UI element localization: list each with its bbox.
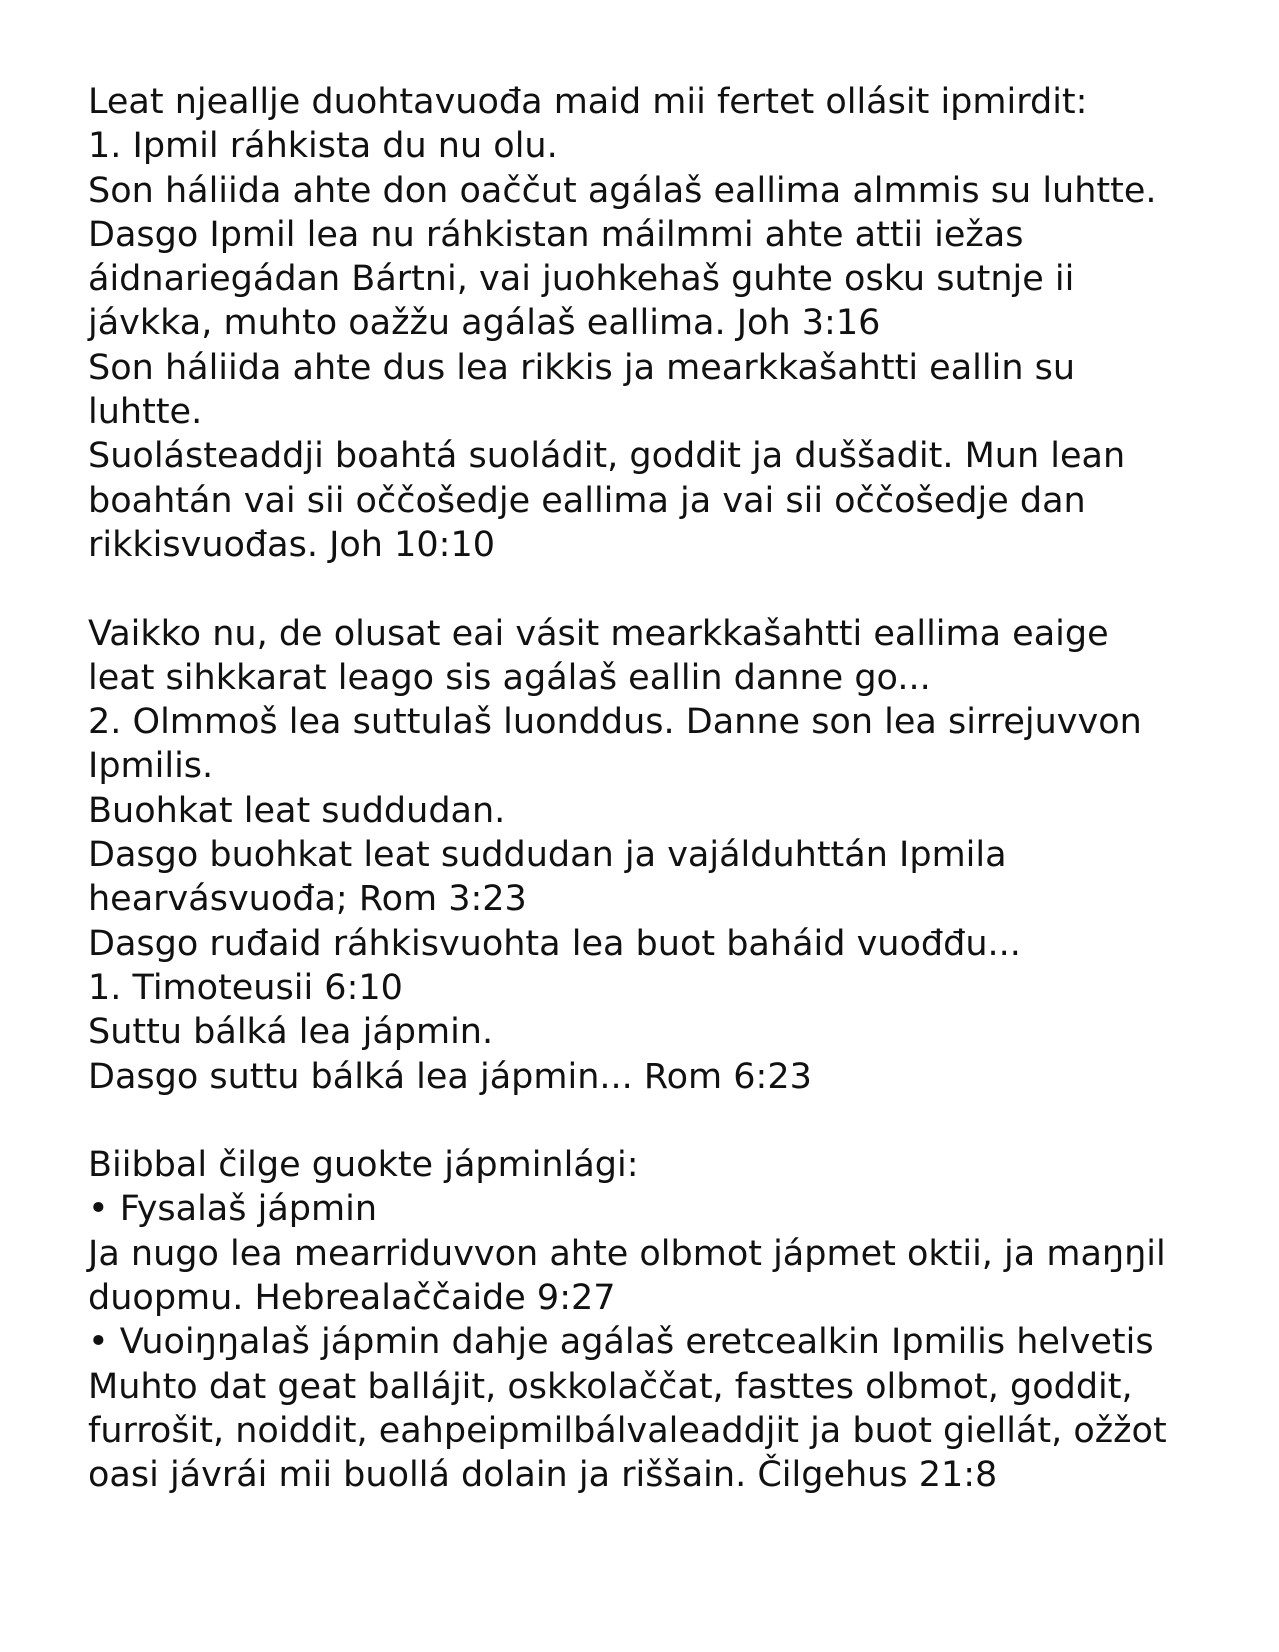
text-line: Buohkat leat suddudan.	[88, 790, 506, 831]
text-line: Dasgo suttu bálká lea jápmin... Rom 6:23	[88, 1056, 812, 1097]
paragraph-break	[88, 567, 1228, 611]
text-line: hearvásvuođa; Rom 3:23	[88, 879, 527, 920]
text-line: Biibbal čilge guokte jápminlági:	[88, 1145, 639, 1186]
text-line: furrošit, noiddit, eahpeipmilbálvaleaddjit ja buot giellát, ožžot	[88, 1410, 1167, 1451]
text-line: Dasgo ruđaid ráhkisvuohta lea buot baháid vuođđu...	[88, 923, 1021, 964]
text-line: boahtán vai sii oččošedje eallima ja vai sii oččošedje dan	[88, 480, 1086, 521]
text-line: leat sihkkarat leago sis agálaš eallin danne go...	[88, 657, 931, 698]
text-line: rikkisvuođas. Joh 10:10	[88, 524, 495, 565]
text-line: 2. Olmmoš lea suttulaš luonddus. Danne son lea sirrejuvvon	[88, 702, 1142, 743]
text-line: Vaikko nu, de olusat eai vásit mearkkašahtti eallima eaige	[88, 613, 1109, 654]
bullet-line: • Fysalaš jápmin	[88, 1189, 378, 1230]
text-line: 1. Ipmil ráhkista du nu olu.	[88, 126, 558, 167]
text-line: 1. Timoteusii 6:10	[88, 967, 403, 1008]
text-line: Leat njeallje duohtavuođa maid mii fertet ollásit ipmirdit:	[88, 82, 1088, 122]
text-line: duopmu. Hebrealaččaide 9:27	[88, 1278, 616, 1319]
text-line: oasi jávrái mii buollá dolain ja riššain. Čilgehus 21:8	[88, 1455, 998, 1496]
text-line: Son háliida ahte dus lea rikkis ja mearkkašahtti eallin su	[88, 347, 1076, 388]
text-line: Son háliida ahte don oaččut agálaš eallima almmis su luhtte.	[88, 170, 1157, 211]
text-line: Dasgo Ipmil lea nu ráhkistan máilmmi ahte attii iežas	[88, 214, 1024, 255]
text-line: Suolásteaddji boahtá suoládit, goddit ja duššadit. Mun lean	[88, 436, 1126, 477]
paragraph-break	[88, 1099, 1228, 1143]
text-line: luhtte.	[88, 392, 203, 433]
text-line: Ipmilis.	[88, 746, 214, 787]
text-line: Suttu bálká lea jápmin.	[88, 1012, 494, 1053]
text-line: áidnariegádan Bártni, vai juohkehaš guhte osku sutnje ii	[88, 259, 1075, 300]
document-text	[88, 80, 1228, 1498]
text-line: Muhto dat geat ballájit, oskkolaččat, fasttes olbmot, goddit,	[88, 1366, 1133, 1407]
bullet-line: • Vuoiŋŋalaš jápmin dahje agálaš eretcealkin Ipmilis helvetis	[88, 1322, 1154, 1363]
text-line: Dasgo buohkat leat suddudan ja vajálduhttán Ipmila	[88, 835, 1007, 876]
text-line: jávkka, muhto oažžu agálaš eallima. Joh 3:16	[88, 303, 881, 344]
text-line: Ja nugo lea mearriduvvon ahte olbmot jápmet oktii, ja maŋŋil	[88, 1233, 1166, 1274]
